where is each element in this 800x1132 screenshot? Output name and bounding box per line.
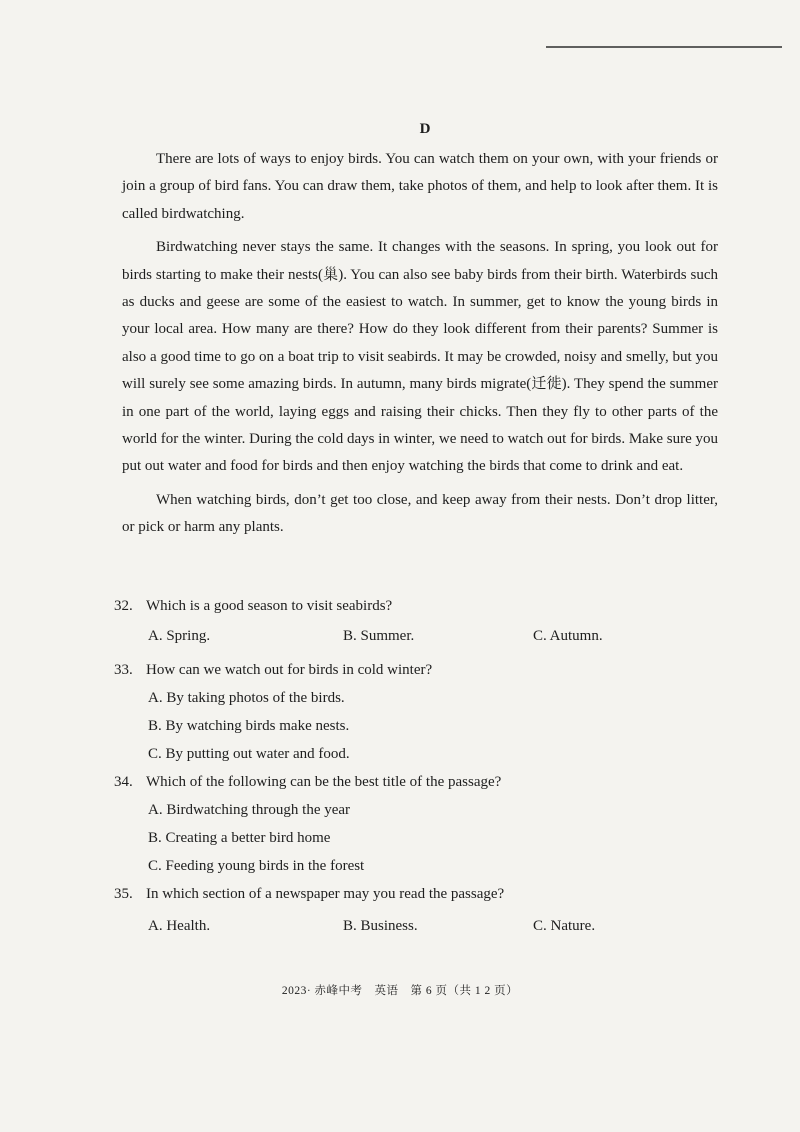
question-stem <box>114 592 734 620</box>
option-b: B. Business. <box>343 918 418 934</box>
option-c: C. Feeding young birds in the forest <box>148 858 365 874</box>
page-footer: 2023· 赤峰中考 英语 第 6 页（共 1 2 页） <box>281 985 519 997</box>
option-row <box>114 912 734 940</box>
question-stem <box>114 656 734 684</box>
option-c: C. By putting out water and food. <box>148 746 350 762</box>
question-35 <box>114 880 734 940</box>
reading-passage <box>122 146 718 542</box>
question-stem <box>114 768 734 796</box>
option-a: A. By taking photos of the birds. <box>148 690 345 706</box>
question-32 <box>114 592 734 650</box>
passage-paragraph-2: Birdwatching never stays the same. It changes with the seasons. In spring, you look out for birds starting to make their nests(巢). You can also see baby birds from their birth. Waterbirds such as ducks and geese are some of the easiest to watch. In summer, get to know the young birds in your local area. How many are there? How do they look different from their parents? Summer is also a good time to go on a boat trip to visit seabirds. It may be crowded, noisy and smelly, but you will surely see some amazing birds. In autumn, many birds migrate(迁徙). They spend the summer in one part of the world, laying eggs and raising their chicks. Then they fly to other parts of the world for the winter. During the cold days in winter, we need to watch out for birds. Make sure you put out water and food for birds and then enjoy watching the birds that come to drink and eat. <box>122 239 718 475</box>
question-text: In which section of a newspaper may you read the passage? <box>146 886 505 902</box>
question-number: 35. <box>114 886 133 902</box>
option-c: C. Nature. <box>533 918 596 934</box>
scan-edge-line <box>546 46 782 48</box>
question-number: 32. <box>114 598 133 614</box>
option-a: A. Birdwatching through the year <box>148 802 351 818</box>
option-list <box>114 684 734 768</box>
option-b: B. Summer. <box>343 628 415 644</box>
question-34 <box>114 768 734 880</box>
passage-paragraph-1: There are lots of ways to enjoy birds. You can watch them on your own, with your friends or join a group of bird fans. You can draw them, take photos of them, and help to look after them. It is called birdwatching. <box>122 151 718 222</box>
option-a: A. Health. <box>148 918 211 934</box>
passage-paragraph-3: When watching birds, don’t get too close, and keep away from their nests. Don’t drop litter, or pick or harm any plants. <box>122 491 718 536</box>
question-number: 34. <box>114 774 133 790</box>
option-list <box>114 796 734 880</box>
option-row <box>114 622 734 650</box>
option-b: B. By watching birds make nests. <box>148 718 350 734</box>
section-heading: D <box>419 121 431 137</box>
option-b: B. Creating a better bird home <box>148 830 331 846</box>
question-stem <box>114 880 734 908</box>
question-33 <box>114 656 734 768</box>
option-c: C. Autumn. <box>533 628 603 644</box>
question-list <box>114 592 734 940</box>
question-number: 33. <box>114 662 133 678</box>
question-text: Which is a good season to visit seabirds? <box>146 598 393 614</box>
question-text: How can we watch out for birds in cold winter? <box>146 662 433 678</box>
option-a: A. Spring. <box>148 628 211 644</box>
question-text: Which of the following can be the best title of the passage? <box>146 774 502 790</box>
